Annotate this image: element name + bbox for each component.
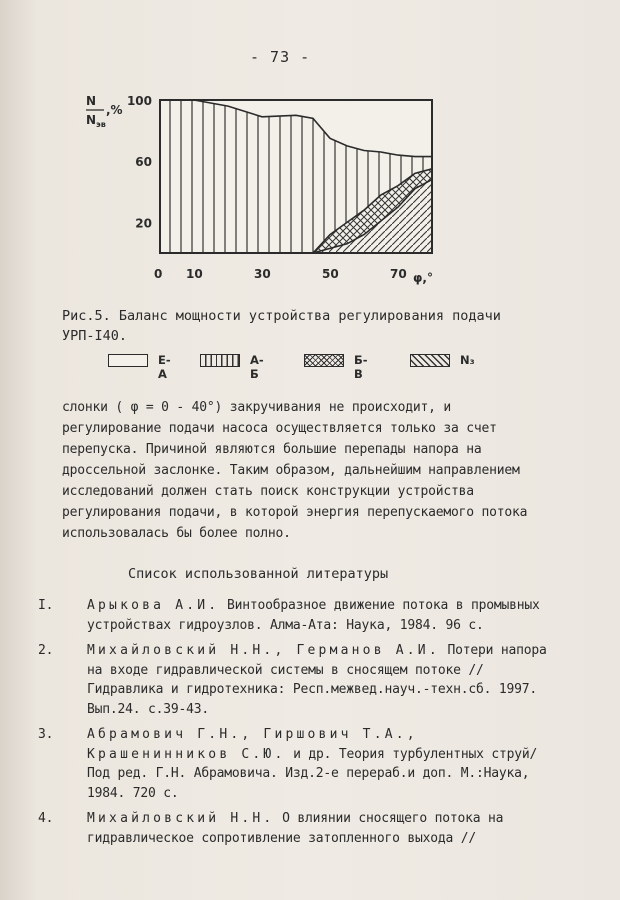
y-tick-label: 100	[126, 94, 152, 108]
x-tick-label: 70	[390, 267, 407, 281]
y-axis-unit: ,%	[106, 103, 123, 117]
x-tick-label: 0	[154, 267, 163, 281]
legend-label: Б-В	[354, 353, 368, 381]
y-axis-label-bottom	[86, 113, 106, 129]
reference-number: 3.	[38, 727, 54, 742]
reference-number: 2.	[38, 643, 54, 658]
reference-item	[38, 809, 548, 848]
x-tick-label: 50	[322, 267, 339, 281]
references-list	[38, 596, 548, 854]
legend-swatch-empty	[108, 354, 148, 367]
legend-label: Е-А	[158, 353, 171, 381]
legend-label: А-Б	[250, 353, 264, 381]
legend-label: N₃	[460, 353, 475, 367]
body-paragraph-text: слонки ( φ = 0 - 40°) закручивания не происходит, и регулирование подачи насоса осуществляется только за счет перепуска. Причиной являются большие перепады напора на дроссельной заслонке. Таким образом, дальнейшим направлением исследований должен стать поиск конструкции устройства регулирования подачи, в которой энергия перепускаемого потока использовалась бы более полно.	[62, 400, 528, 541]
y-tick-label: 60	[135, 155, 152, 170]
figure-caption: Рис.5. Баланс мощности устройства регулирования подачи УРП-I40.	[62, 308, 501, 344]
y-axis-label-top: N	[86, 94, 97, 108]
reference-text: Винтообразное движение потока в промывных устройствах гидроузлов. Алма-Ата: Наука, 1984. 96 с.	[87, 598, 540, 633]
reference-text: и др. Теория турбулентных струй/ Под ред. Г.Н. Абрамовича. Изд.2-е перераб.и доп. М.:Наука, 1984. 720 с.	[87, 746, 538, 801]
page-number: - 73 -	[250, 48, 311, 66]
y-axis-label-bottom-sub: эв	[96, 120, 106, 129]
reference-authors: Михайловский Н.Н.	[87, 811, 275, 826]
reference-text: О влиянии сносящего потока на гидравлическое сопротивление затопленного выхода //	[87, 811, 504, 846]
reference-number: I.	[38, 598, 54, 613]
body-paragraph	[62, 397, 542, 544]
power-balance-chart	[0, 0, 620, 300]
x-axis-label: φ,°	[413, 271, 433, 285]
x-tick-label: 10	[186, 267, 203, 281]
reference-authors: Абрамович Г.Н., Гиршович Т.А., Крашенинников С.Ю.	[87, 727, 418, 762]
legend-swatch-vertical	[200, 354, 240, 367]
x-tick-label: 30	[254, 267, 271, 281]
y-tick-label: 20	[135, 216, 152, 231]
y-axis-label-bottom-main: N	[86, 113, 97, 127]
reference-item	[38, 641, 548, 719]
reference-item	[38, 596, 548, 635]
reference-item	[38, 725, 548, 803]
legend-swatch-crosshatch	[304, 354, 344, 367]
reference-number: 4.	[38, 811, 54, 826]
legend-swatch-diagonal	[410, 354, 450, 367]
reference-authors: Арыкова А.И.	[87, 598, 220, 613]
reference-authors: Михайловский Н.Н., Германов А.И.	[87, 643, 440, 658]
reference-text: Потери напора на входе гидравлической системы в сносящем потоке // Гидравлика и гидротехника: Респ.межвед.науч.-техн.сб. 1997. Вып.24. с.39-43.	[87, 643, 547, 717]
references-title: Список использованной литературы	[128, 566, 389, 582]
